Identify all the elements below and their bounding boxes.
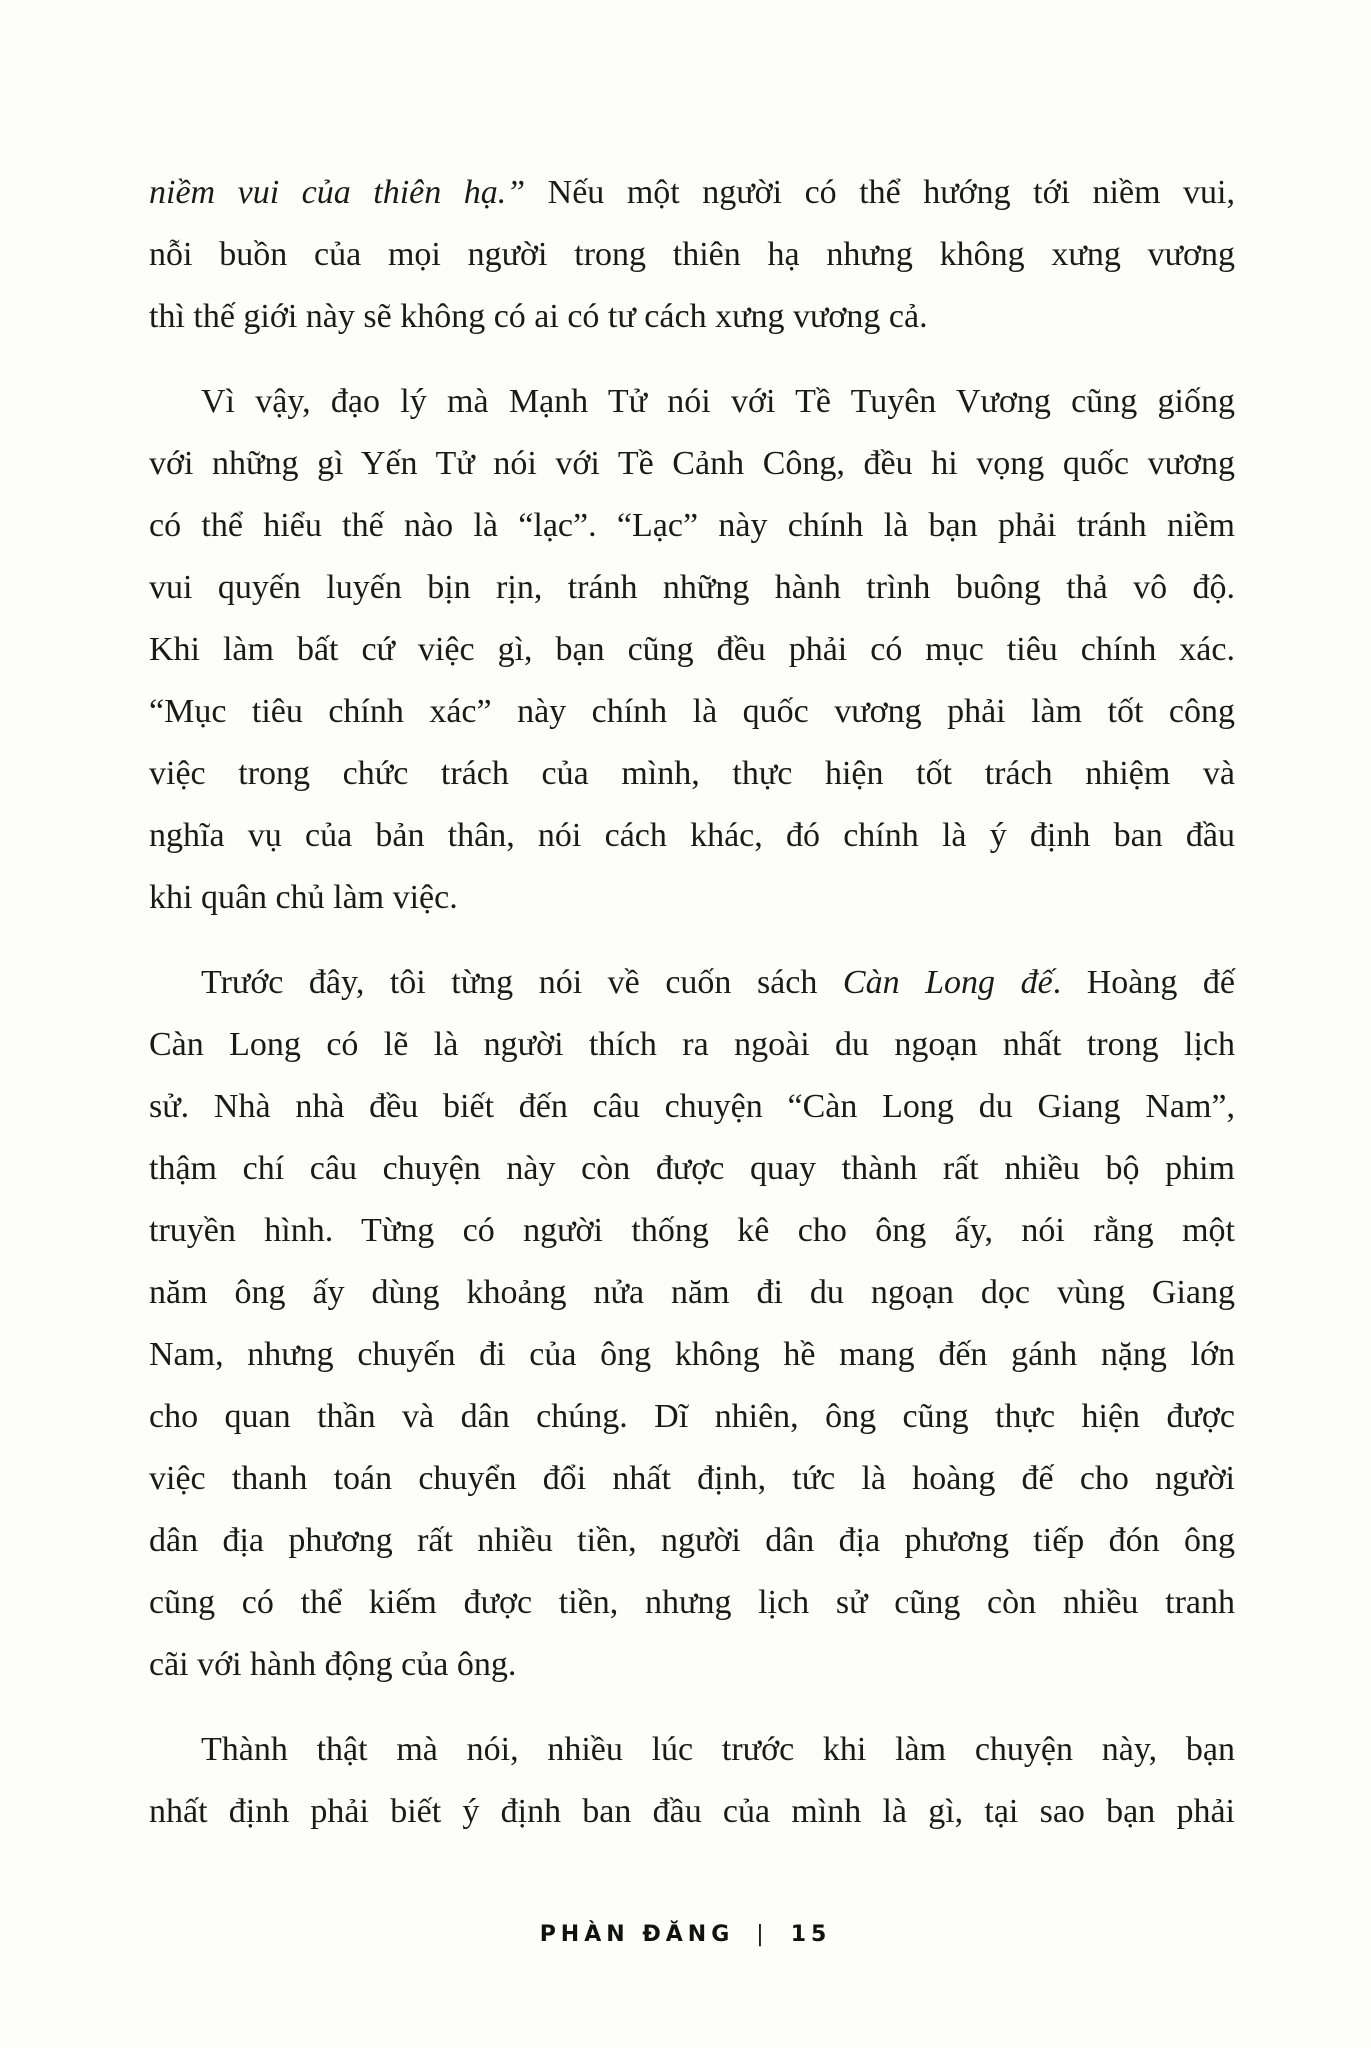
text-segment: Trước đây, tôi từng nói về cuốn sách (201, 964, 843, 1001)
text-line (149, 1572, 1235, 1634)
text-segment: truyền hình. Từng có người thống kê cho ông ấy, nói rằng một (149, 1212, 1235, 1249)
text-line (149, 433, 1235, 495)
text-line (149, 619, 1235, 681)
text-line (149, 805, 1235, 867)
paragraph (149, 952, 1235, 1696)
text-line (149, 1014, 1235, 1076)
text-line (149, 952, 1235, 1014)
text-segment: Thành thật mà nói, nhiều lúc trước khi làm chuyện này, bạn (201, 1731, 1235, 1768)
text-line (149, 1076, 1235, 1138)
text-segment: năm ông ấy dùng khoảng nửa năm đi du ngoạn dọc vùng Giang (149, 1274, 1235, 1311)
text-segment: Vì vậy, đạo lý mà Mạnh Tử nói với Tề Tuyên Vương cũng giống (201, 383, 1235, 420)
text-segment: nghĩa vụ của bản thân, nói cách khác, đó chính là ý định ban đầu (149, 817, 1235, 854)
text-segment: vui quyến luyến bịn rịn, tránh những hành trình buông thả vô độ. (149, 569, 1235, 606)
text-segment: sử. Nhà nhà đều biết đến câu chuyện “Càn Long du Giang Nam”, (149, 1088, 1235, 1125)
text-line (149, 1386, 1235, 1448)
text-line (149, 1719, 1235, 1781)
text-line (149, 1200, 1235, 1262)
text-line (149, 371, 1235, 433)
text-segment: . Hoàng đế (1052, 964, 1235, 1001)
text-line (149, 1138, 1235, 1200)
text-line (149, 1324, 1235, 1386)
text-segment: nỗi buồn của mọi người trong thiên hạ nhưng không xưng vương (149, 236, 1235, 273)
italic-text: niềm vui của thiên hạ.” (149, 174, 526, 211)
text-segment: việc thanh toán chuyển đổi nhất định, tức là hoàng đế cho người (149, 1460, 1235, 1497)
text-line (149, 495, 1235, 557)
text-segment: Khi làm bất cứ việc gì, bạn cũng đều phải có mục tiêu chính xác. (149, 631, 1235, 668)
paragraph (149, 1719, 1235, 1843)
text-line (149, 743, 1235, 805)
text-line (149, 557, 1235, 619)
text-segment: Nam, nhưng chuyến đi của ông không hề mang đến gánh nặng lớn (149, 1336, 1235, 1373)
text-segment: Nếu một người có thể hướng tới niềm vui, (525, 174, 1235, 211)
text-segment: thì thế giới này sẽ không có ai có tư cách xưng vương cả. (149, 298, 928, 335)
text-segment: cho quan thần và dân chúng. Dĩ nhiên, ông cũng thực hiện được (149, 1398, 1235, 1435)
text-line (149, 224, 1235, 286)
text-line (149, 681, 1235, 743)
text-line (149, 867, 1235, 929)
text-line (149, 286, 1235, 348)
text-line (149, 1781, 1235, 1843)
footer-author: PHÀN ĐĂNG (539, 1922, 735, 1947)
text-segment: cũng có thể kiếm được tiền, nhưng lịch sử cũng còn nhiều tranh (149, 1584, 1235, 1621)
text-line (149, 1262, 1235, 1324)
text-segment: thậm chí câu chuyện này còn được quay thành rất nhiều bộ phim (149, 1150, 1235, 1187)
footer-separator: | (756, 1922, 769, 1947)
page-body (149, 162, 1235, 1866)
running-footer (0, 1922, 1371, 1947)
text-segment: với những gì Yến Tử nói với Tề Cảnh Công, đều hi vọng quốc vương (149, 445, 1235, 482)
text-segment: việc trong chức trách của mình, thực hiện tốt trách nhiệm và (149, 755, 1235, 792)
text-line (149, 1510, 1235, 1572)
text-segment: có thể hiểu thế nào là “lạc”. “Lạc” này chính là bạn phải tránh niềm (149, 507, 1235, 544)
paragraph (149, 371, 1235, 929)
text-line (149, 1634, 1235, 1696)
text-segment: khi quân chủ làm việc. (149, 879, 458, 916)
text-segment: nhất định phải biết ý định ban đầu của mình là gì, tại sao bạn phải (149, 1793, 1235, 1830)
page-number: 15 (790, 1922, 832, 1947)
italic-text: Càn Long đế (842, 964, 1053, 1001)
paragraph (149, 162, 1235, 348)
text-segment: cãi với hành động của ông. (149, 1646, 517, 1683)
text-segment: “Mục tiêu chính xác” này chính là quốc vương phải làm tốt công (149, 693, 1235, 730)
text-segment: Càn Long có lẽ là người thích ra ngoài du ngoạn nhất trong lịch (149, 1026, 1235, 1063)
text-segment: dân địa phương rất nhiều tiền, người dân địa phương tiếp đón ông (149, 1522, 1235, 1559)
text-line (149, 162, 1235, 224)
text-line (149, 1448, 1235, 1510)
